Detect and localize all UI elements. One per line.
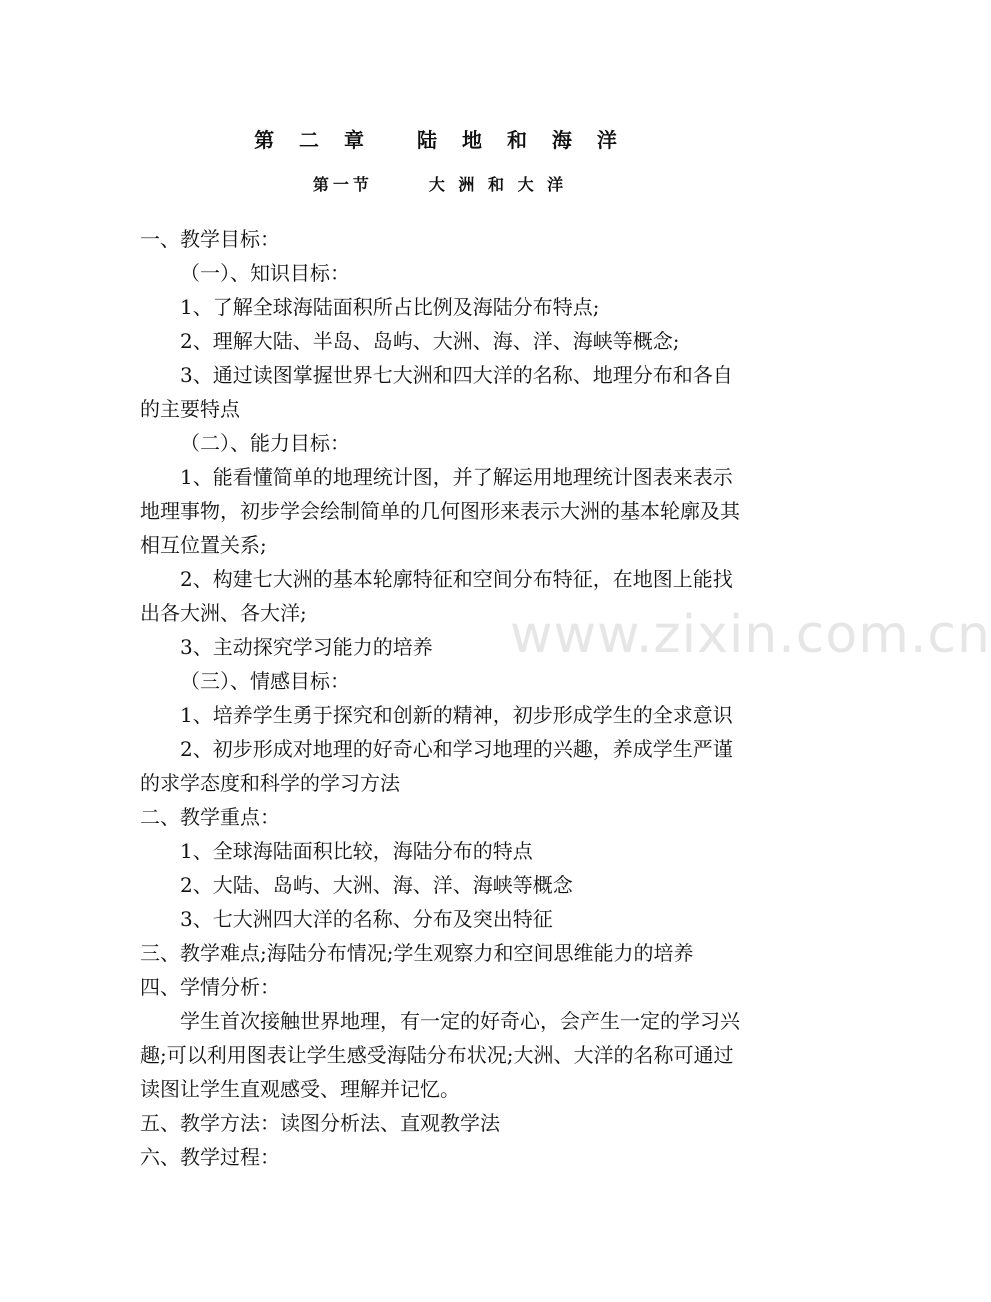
- heading-teaching-methods: 五、教学方法：读图分析法、直观教学法: [140, 1111, 500, 1135]
- heading-key-points: 二、教学重点：: [140, 805, 280, 829]
- paragraph-line: 趣;可以利用图表让学生感受海陆分布状况;大洲、大洋的名称可通过: [140, 1043, 734, 1067]
- heading-learner-analysis: 四、学情分析：: [140, 975, 280, 999]
- list-item: 2、初步形成对地理的好奇心和学习地理的兴趣，养成学生严谨: [180, 737, 733, 761]
- list-item: 2、大陆、岛屿、大洲、海、洋、海峡等概念: [180, 873, 573, 897]
- list-item: 3、七大洲四大洋的名称、分布及突出特征: [180, 907, 553, 931]
- section-title: [0, 172, 880, 195]
- list-item-continuation: 的求学态度和科学的学习方法: [140, 771, 400, 795]
- heading-difficulties: 三、教学难点;海陆分布情况;学生观察力和空间思维能力的培养: [140, 941, 694, 965]
- list-item: 3、通过读图掌握世界七大洲和四大洋的名称、地理分布和各自: [180, 363, 733, 387]
- list-item-continuation: 地理事物，初步学会绘制简单的几何图形来表示大洲的基本轮廓及其: [140, 499, 740, 523]
- paragraph-line: 读图让学生直观感受、理解并记忆。: [140, 1077, 460, 1101]
- list-item: 1、能看懂简单的地理统计图，并了解运用地理统计图表来表示: [180, 465, 733, 489]
- list-item: 1、全球海陆面积比较，海陆分布的特点: [180, 839, 533, 863]
- heading-teaching-goals: 一、教学目标：: [140, 227, 280, 251]
- section-number: 第一节: [312, 175, 373, 194]
- list-item-continuation: 相互位置关系;: [140, 533, 267, 557]
- subheading-emotional-goals: （三）、情感目标：: [180, 669, 350, 693]
- section-name: 大 洲 和 大 洋: [428, 175, 568, 194]
- chapter-name: 陆 地 和 海 洋: [417, 128, 626, 152]
- subheading-knowledge-goals: （一）、知识目标：: [180, 261, 350, 285]
- list-item: 2、理解大陆、半岛、岛屿、大洲、海、洋、海峡等概念;: [180, 329, 680, 353]
- subheading-ability-goals: （二）、能力目标：: [180, 431, 350, 455]
- list-item-continuation: 的主要特点: [140, 397, 240, 421]
- list-item: 1、培养学生勇于探究和创新的精神，初步形成学生的全求意识: [180, 703, 733, 727]
- list-item: 1、了解全球海陆面积所占比例及海陆分布特点;: [180, 295, 600, 319]
- chapter-title: [0, 124, 880, 153]
- paragraph-line: 学生首次接触世界地理，有一定的好奇心，会产生一定的学习兴: [180, 1009, 740, 1033]
- heading-teaching-process: 六、教学过程：: [140, 1145, 280, 1169]
- list-item: 3、主动探究学习能力的培养: [180, 635, 433, 659]
- document-body: [140, 222, 785, 1174]
- watermark-text: www.zixin.com.cn: [510, 605, 991, 665]
- list-item-continuation: 出各大洲、各大洋;: [140, 601, 307, 625]
- chapter-number: 第 二 章: [254, 128, 374, 152]
- list-item: 2、构建七大洲的基本轮廓特征和空间分布特征，在地图上能找: [180, 567, 733, 591]
